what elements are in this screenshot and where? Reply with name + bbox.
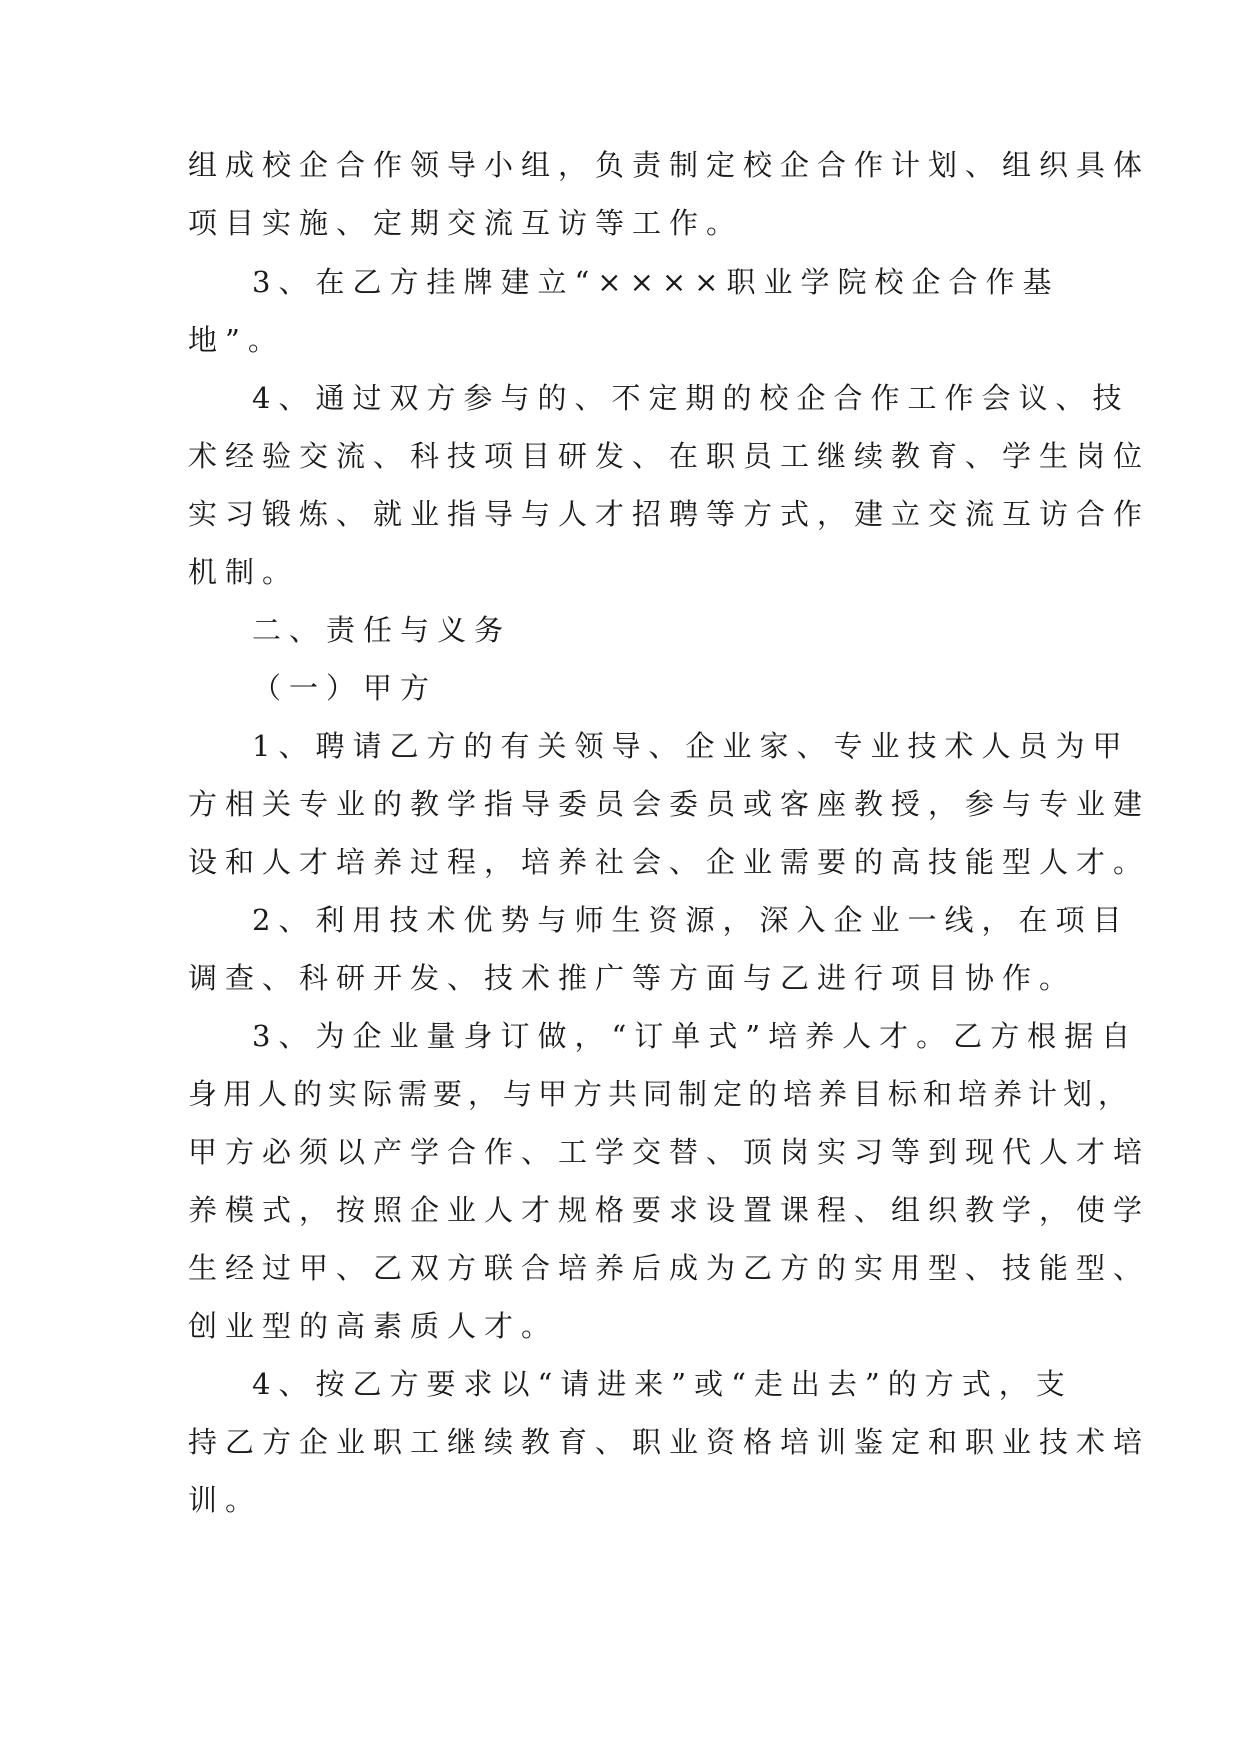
- text-line: 方相关专业的教学指导委员会委员或客座教授，参与专业建: [188, 787, 1151, 821]
- text-line: 甲方必须以产学合作、工学交替、顶岗实习等到现代人才培: [188, 1135, 1151, 1169]
- paragraph-2-line: 2、利用技术优势与师生资源，深入企业一线，在项目: [252, 903, 1130, 937]
- paragraph-3-line: 3、为企业量身订做，“订单式”培养人才。乙方根据自: [252, 1019, 1139, 1053]
- paragraph-4-line: 4、按乙方要求以“请进来”或“走出去”的方式，支: [252, 1367, 1073, 1401]
- text-line: 生经过甲、乙双方联合培养后成为乙方的实用型、技能型、: [188, 1251, 1151, 1285]
- text-line: 术经验交流、科技项目研发、在职员工继续教育、学生岗位: [188, 439, 1151, 473]
- text-line: 组成校企合作领导小组，负责制定校企合作计划、组织具体: [188, 148, 1151, 182]
- section-heading: 二、责任与义务: [252, 613, 512, 647]
- text-line: 地”。: [188, 323, 285, 357]
- text-line: 养模式，按照企业人才规格要求设置课程、组织教学，使学: [188, 1193, 1151, 1227]
- text-line: 创业型的高素质人才。: [188, 1309, 559, 1343]
- text-line: 机制。: [188, 555, 300, 589]
- text-line: 项目实施、定期交流互访等工作。: [188, 206, 744, 240]
- text-line: 设和人才培养过程，培养社会、企业需要的高技能型人才。: [188, 845, 1151, 879]
- paragraph-1-line: 1、聘请乙方的有关领导、企业家、专业技术人员为甲: [252, 729, 1130, 763]
- text-line: 实习锻炼、就业指导与人才招聘等方式，建立交流互访合作: [188, 497, 1151, 531]
- text-line: 训。: [188, 1483, 263, 1517]
- text-line: 身用人的实际需要，与甲方共同制定的培养目标和培养计划，: [188, 1077, 1134, 1111]
- subsection-heading: （一）甲方: [252, 671, 438, 705]
- text-line: 调查、科研开发、技术推广等方面与乙进行项目协作。: [188, 961, 1077, 995]
- text-line: 持乙方企业职工继续教育、职业资格培训鉴定和职业技术培: [188, 1425, 1151, 1459]
- paragraph-3-line: 3、在乙方挂牌建立“××××职业学院校企合作基: [252, 265, 1060, 299]
- paragraph-4-line: 4、通过双方参与的、不定期的校企合作工作会议、技: [252, 381, 1130, 415]
